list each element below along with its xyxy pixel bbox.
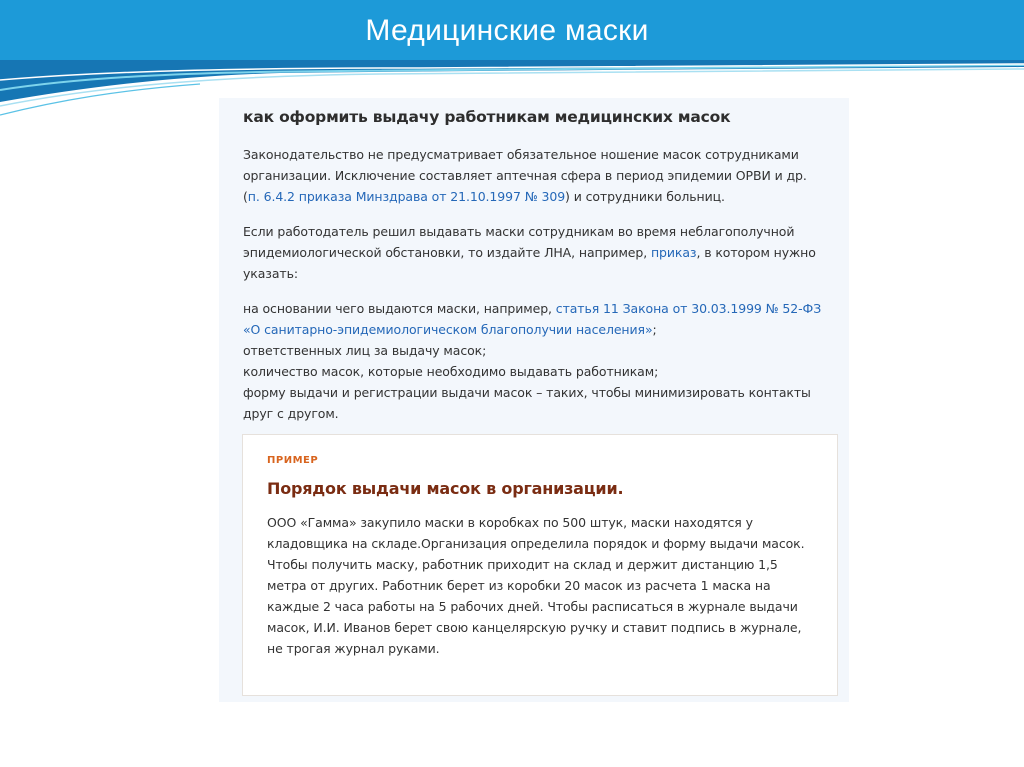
prikaz-link[interactable]: приказ xyxy=(650,245,697,260)
paragraph-text: , в котором нужно указать: xyxy=(243,245,816,281)
article-heading: как оформить выдачу работникам медицинских масок xyxy=(243,108,731,126)
law-link[interactable]: статья 11 Закона от 30.03.1999 № 52-ФЗ «О санитарно-эпидемиологическом благополучии населения» xyxy=(243,301,822,337)
list-item: ответственных лиц за выдачу масок; xyxy=(243,343,487,358)
slide-title: Медицинские маски xyxy=(365,14,649,47)
article-paragraph-1 xyxy=(243,144,825,207)
list-item-text: ; xyxy=(652,322,657,337)
list-item: количество масок, которые необходимо выдавать работникам; xyxy=(243,364,659,379)
paragraph-text: ) и сотрудники больниц. xyxy=(565,189,725,204)
paragraph-text: Законодательство не предусматривает обязательное ношение масок сотрудниками организации. Исключение составляет аптечная сфера в период эпидемии ОРВИ и др. ( xyxy=(243,147,807,204)
article-paragraph-2 xyxy=(243,221,825,284)
order-link[interactable]: п. 6.4.2 приказа Минздрава от 21.10.1997 № 309 xyxy=(247,189,566,204)
example-box xyxy=(242,434,838,696)
article-panel xyxy=(219,98,849,702)
list-item-text: на основании чего выдаются маски, например, xyxy=(243,301,556,316)
list-item: форму выдачи и регистрации выдачи масок – таких, чтобы минимизировать контакты друг с другом. xyxy=(243,385,811,421)
example-heading: Порядок выдачи масок в организации. xyxy=(267,479,624,498)
example-label: ПРИМЕР xyxy=(267,455,319,466)
paragraph-text: Если работодатель решил выдавать маски сотрудникам во время неблагополучной эпидемиологической обстановки, то издайте ЛНА, например, xyxy=(243,224,795,260)
example-text: ООО «Гамма» закупило маски в коробках по 500 штук, маски находятся у кладовщика на складе.Организация определила порядок и форму выдачи масок. Чтобы получить маску, работник приходит на склад и держит дистанцию 1,5 метра от других. Работник берет из коробки 20 масок из расчета 1 маска на каждые 2 часа работы на 5 рабочих дней. Чтобы расписаться в журнале выдачи масок, И.И. Иванов берет свою канцелярскую ручку и ставит подпись в журнале, не трогая журнал руками. xyxy=(267,515,805,656)
requirements-list xyxy=(243,298,825,424)
slide-title-bar xyxy=(0,0,1024,62)
